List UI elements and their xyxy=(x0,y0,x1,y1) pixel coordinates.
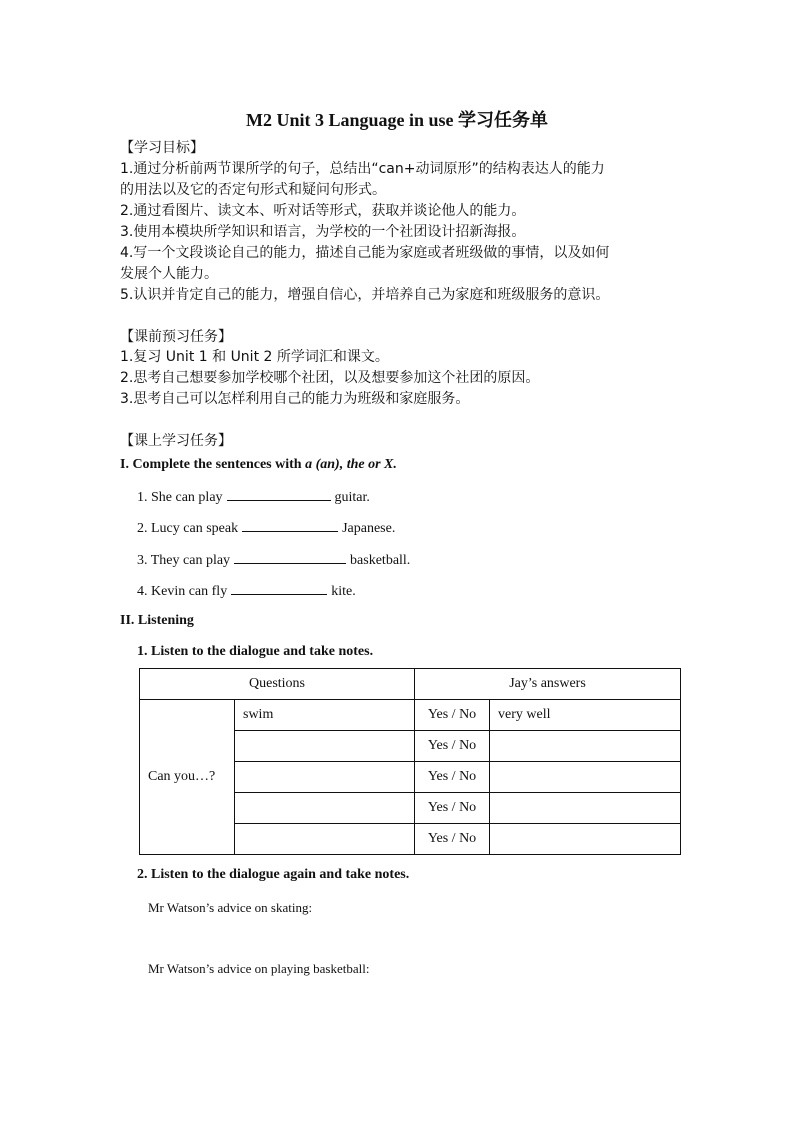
advice-basketball-label: Mr Watson’s advice on playing basketball: xyxy=(148,961,370,976)
note-cell[interactable]: very well xyxy=(490,700,681,731)
yes-no-cell[interactable]: Yes / No xyxy=(415,824,490,855)
note-cell[interactable] xyxy=(490,731,681,762)
answer-blank[interactable] xyxy=(227,488,331,501)
table-header-row xyxy=(140,669,681,700)
preview-line: 3.思考自己可以怎样利用自己的能力为班级和家庭服务。 xyxy=(120,391,470,407)
task1-heading: 1. Listen to the dialogue and take notes. xyxy=(137,644,374,659)
answer-blank[interactable] xyxy=(242,519,338,532)
answer-blank[interactable] xyxy=(234,551,346,564)
activity-cell[interactable] xyxy=(235,731,415,762)
yes-no-cell[interactable]: Yes / No xyxy=(415,700,490,731)
goal-line: 2.通过看图片、读文本、听对话等形式，获取并谈论他人的能力。 xyxy=(120,203,526,219)
advice-skating-label: Mr Watson’s advice on skating: xyxy=(148,900,313,915)
exercise-text: 1. She can play xyxy=(137,490,223,505)
exercise-text: guitar. xyxy=(334,490,370,505)
part2-heading: II. Listening xyxy=(120,613,194,628)
exercise-item xyxy=(137,551,410,569)
part1-heading-em: a (an), the or X. xyxy=(305,457,397,472)
note-cell[interactable] xyxy=(490,824,681,855)
row-label: Can you…? xyxy=(140,700,235,855)
goal-line: 发展个人能力。 xyxy=(120,266,218,282)
part1-heading xyxy=(120,457,397,473)
page-title: M2 Unit 3 Language in use 学习任务单 xyxy=(245,110,549,130)
part1-heading-main: I. Complete the sentences with xyxy=(120,457,306,472)
exercise-text: Japanese. xyxy=(342,521,396,536)
exercise-text: basketball. xyxy=(350,553,411,568)
goals-heading: 【学习目标】 xyxy=(120,140,204,156)
exercise-text: 4. Kevin can fly xyxy=(137,584,228,599)
exercise-item xyxy=(137,582,356,600)
activity-cell[interactable]: swim xyxy=(235,700,415,731)
preview-heading: 【课前预习任务】 xyxy=(120,329,232,345)
note-cell[interactable] xyxy=(490,762,681,793)
preview-line: 2.思考自己想要参加学校哪个社团，以及想要参加这个社团的原因。 xyxy=(120,370,540,386)
answer-blank[interactable] xyxy=(231,582,327,595)
activity-cell[interactable] xyxy=(235,793,415,824)
exercise-text: 3. They can play xyxy=(137,553,231,568)
exercise-item xyxy=(137,488,370,506)
inclass-heading: 【课上学习任务】 xyxy=(120,433,232,449)
preview-line: 1.复习 Unit 1 和 Unit 2 所学词汇和课文。 xyxy=(120,349,389,365)
yes-no-cell[interactable]: Yes / No xyxy=(415,762,490,793)
yes-no-cell[interactable]: Yes / No xyxy=(415,793,490,824)
header-questions: Questions xyxy=(140,669,415,700)
activity-cell[interactable] xyxy=(235,762,415,793)
goal-line: 1.通过分析前两节课所学的句子，总结出“can+动词原形”的结构表达人的能力 xyxy=(120,161,605,177)
goal-line: 4.写一个文段谈论自己的能力，描述自己能为家庭或者班级做的事情，以及如何 xyxy=(120,245,610,261)
exercise-item xyxy=(137,519,395,537)
header-answers: Jay’s answers xyxy=(415,669,681,700)
exercise-text: kite. xyxy=(331,584,356,599)
goal-line: 3.使用本模块所学知识和语言，为学校的一个社团设计招新海报。 xyxy=(120,224,526,240)
activity-cell[interactable] xyxy=(235,824,415,855)
yes-no-cell[interactable]: Yes / No xyxy=(415,731,490,762)
note-cell[interactable] xyxy=(490,793,681,824)
exercise-text: 2. Lucy can speak xyxy=(137,521,239,536)
goal-line: 的用法以及它的否定句形式和疑问句形式。 xyxy=(120,182,386,198)
table-row xyxy=(140,700,681,731)
notes-table xyxy=(139,668,681,855)
goal-line: 5.认识并肯定自己的能力，增强自信心，并培养自己为家庭和班级服务的意识。 xyxy=(120,287,610,303)
task2-heading: 2. Listen to the dialogue again and take notes. xyxy=(137,867,410,882)
